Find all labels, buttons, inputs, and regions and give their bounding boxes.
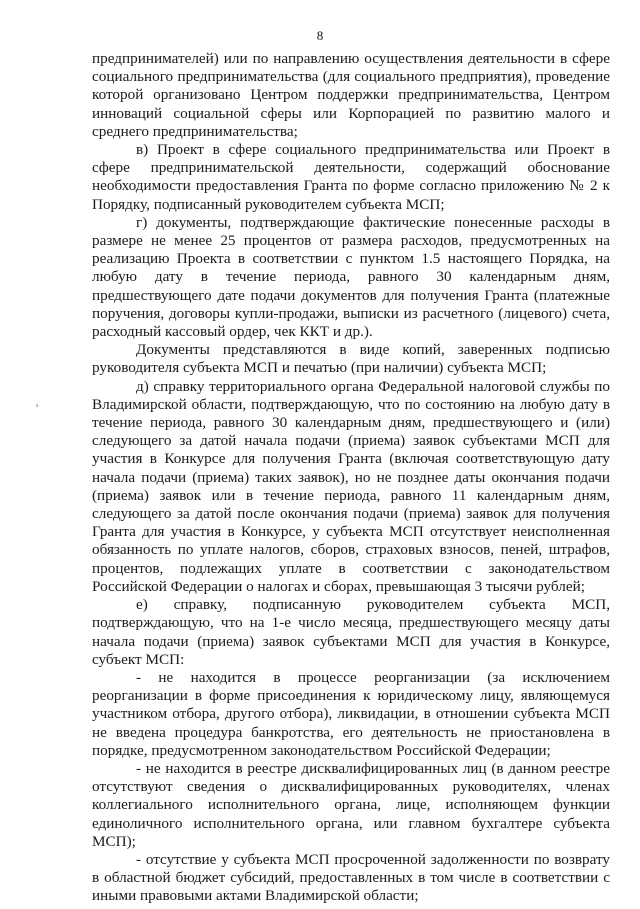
paragraph-item-e: е) справку, подписанную руководителем субъекта МСП, подтверждающую, что на 1-е число месяца, предшествующего месяцу даты начала подачи (приема) заявок субъектами МСП для участия в Конкурсе, субъект МСП: [92,596,610,668]
paragraph-bullet-disqualified: - не находится в реестре дисквалифицированных лиц (в данном реестре отсутствуют сведения о дисквалифицированных руководителях, членах коллегиального исполнительного органа, лице, исполняющем функции единоличного исполнительного органа, или главном бухгалтере субъекта МСП); [92,759,610,850]
paragraph-bullet-debt: - отсутствие у субъекта МСП просроченной задолженности по возврату в областной бюджет субсидий, предоставленных в том числе в соответствии с иными правовыми актами Владимирской области; [92,850,610,905]
paragraph-bullet-reorganization: - не находится в процессе реорганизации (за исключением реорганизации в форме присоединения к юридическому лицу, являющемуся участником отбора, другого отбора), ликвидации, в отношении субъекта МСП не введена процедура банкротства, его деятельность не приостановлена в порядке, предусмотренном законодательством Российской Федерации; [92,668,610,759]
paragraph-item-g: г) документы, подтверждающие фактические понесенные расходы в размере не менее 25 процентов от размера расходов, предусмотренных на реализацию Проекта в соответствии с пунктом 1.5 настоящего Порядка, на любую дату в течение периода, равного 30 календарным дням, предшествующего дате подачи документов для получения Гранта (платежные поручения, договоры купли-продажи, выписки из расчетного (лицевого) счета, расходный кассовый ордер, чек ККТ и др.). [92,213,610,341]
paragraph-item-v: в) Проект в сфере социального предпринимательства или Проект в сфере предпринимательской деятельности, содержащий обоснование необходимости предоставления Гранта по форме согласно приложению № 2 к Порядку, подписанный руководителем субъекта МСП; [92,141,610,213]
page-number: 8 [316,28,324,43]
document-body [92,50,610,906]
margin-mark: ' [36,401,39,415]
paragraph-documents-note: Документы представляются в виде копий, заверенных подписью руководителя субъекта МСП и печатью (при наличии) субъекта МСП; [92,341,610,377]
paragraph-continuation: предпринимателей) или по направлению осуществления деятельности в сфере социального предпринимательства (для социального предприятия), проведение которой организовано Центром поддержки предпринимательства, Центром инноваций социальной сферы или Корпорацией по развитию малого и среднего предпринимательства; [92,50,610,140]
paragraph-item-d: д) справку территориального органа Федеральной налоговой службы по Владимирской области, подтверждающую, что по состоянию на любую дату в течение периода, равного 30 календарным дням, предшествующего и (или) следующего за датой начала подачи (приема) заявок субъектами МСП для участия в Конкурсе для получения Гранта (включая соответствующую дату начала подачи (приема) таких заявок), но не позднее даты окончания подачи (приема) заявок или в течение периода, равного 11 календарным дням, следующего за датой после окончания подачи (приема) заявок для получения Гранта для участия в Конкурсе, у субъекта МСП отсутствует неисполненная обязанность по уплате налогов, сборов, страховых взносов, пеней, штрафов, процентов, подлежащих уплате в соответствии с законодательством Российской Федерации о налогах и сборах, превышающая 3 тысячи рублей; [92,377,610,595]
